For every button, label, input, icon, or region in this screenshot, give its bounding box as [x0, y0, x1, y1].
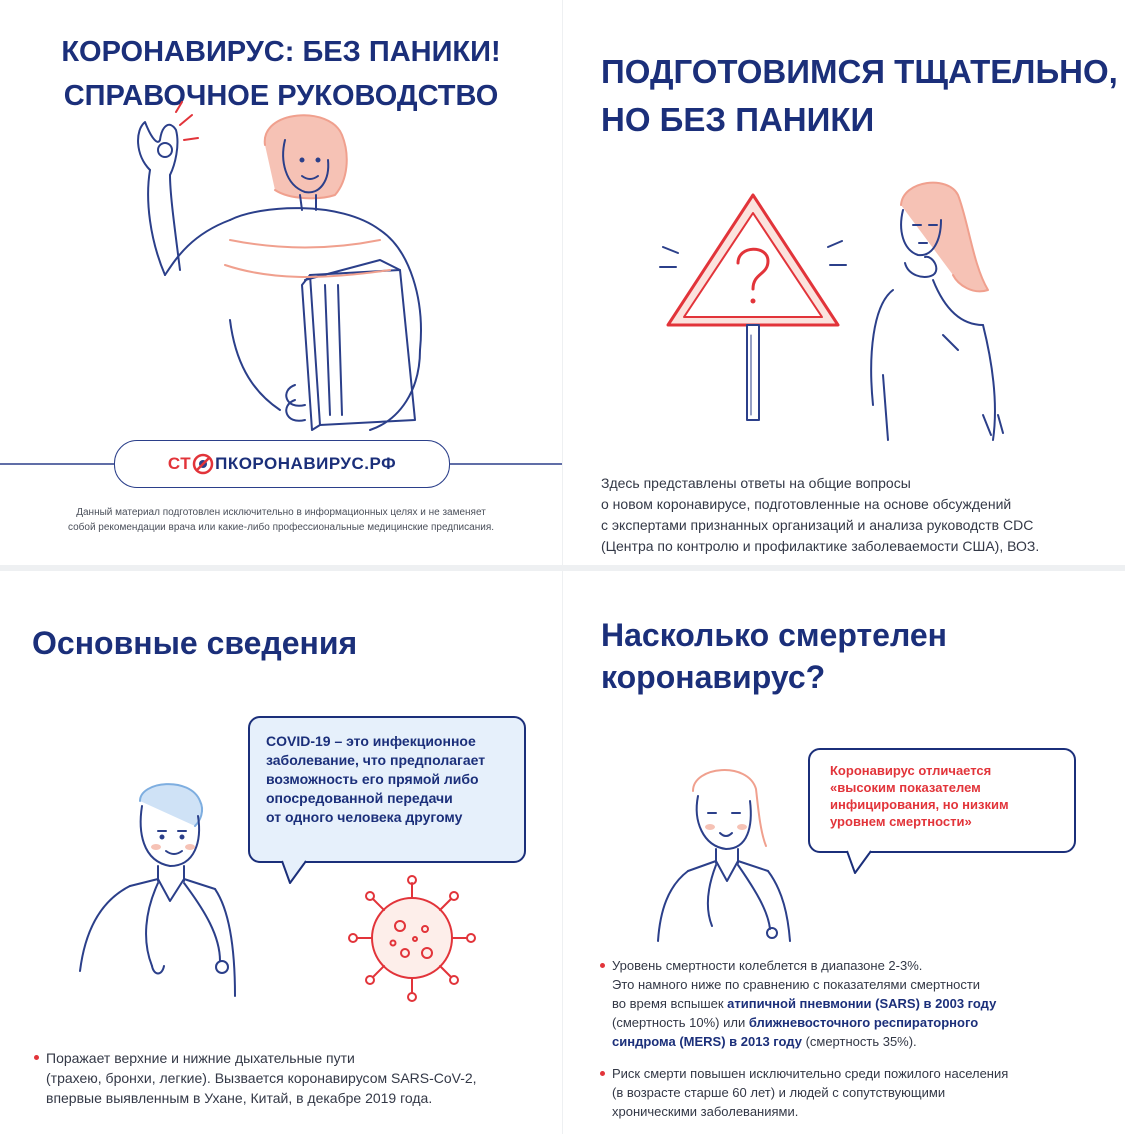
bullet-item	[598, 1064, 1118, 1121]
bubble-line: «высоким показателем	[830, 780, 981, 795]
paragraph-line: о новом коронавирусе, подготовленные на основе обсуждений	[601, 496, 1012, 512]
bubble-line: заболевание, что предполагает	[266, 752, 486, 768]
bullet-line	[612, 1032, 1118, 1051]
panel-prepare-title	[601, 48, 1118, 144]
bubble-line: возможность его прямой либо	[266, 771, 479, 787]
bullet-line: (в возрасте старше 60 лет) и людей с сопутствующими	[612, 1085, 946, 1100]
bullet-line	[612, 994, 1118, 1013]
bubble-line: уровнем смертности»	[830, 814, 972, 829]
bubble-line: опосредованной передачи	[266, 790, 453, 806]
line-bold-text: ближневосточного респираторного	[748, 1015, 979, 1030]
panel-basics	[0, 571, 562, 1134]
basics-bullet	[32, 1048, 552, 1108]
disclaimer-line: собой рекомендации врача или какие-либо профессиональные медицинские предписания.	[67, 522, 495, 533]
panel-mortality	[563, 571, 1125, 1134]
paragraph-line: (Центра по контролю и профилактике заболеваемости США), ВОЗ.	[601, 538, 1040, 554]
bullet-line: хроническими заболеваниями.	[612, 1104, 799, 1119]
panel-mortality-title	[601, 614, 947, 698]
panel-basics-title: Основные сведения	[32, 625, 358, 661]
panel-prepare	[563, 0, 1125, 565]
male-doctor-illustration	[70, 771, 240, 1011]
bullet-line: (трахею, бронхи, легкие). Вызвается коронавирусом SARS-CoV-2,	[46, 1070, 477, 1086]
line-text: (смертность 10%) или	[612, 1015, 749, 1030]
bubble-line: инфицирования, но низким	[830, 797, 1009, 812]
bullet-line: Уровень смертности колеблется в диапазоне 2-3%.	[612, 958, 923, 973]
warning-sign-question-icon	[658, 185, 848, 425]
line-text: во время вспышек	[612, 996, 728, 1011]
line-text: (смертность 35%).	[801, 1034, 917, 1049]
panel-intro	[0, 0, 562, 565]
virus-illustration	[345, 871, 480, 1006]
mortality-bullets	[598, 956, 1118, 1121]
stopkoronavirus-logo	[114, 440, 450, 488]
bullet-line	[612, 1013, 1118, 1032]
bullet-line: Поражает верхние и нижние дыхательные пути	[46, 1050, 355, 1066]
title-line: ПОДГОТОВИМСЯ ТЩАТЕЛЬНО,	[601, 53, 1118, 90]
bullet-line: Риск смерти повышен исключительно среди пожилого населения	[612, 1066, 1009, 1081]
woman-with-book-illustration	[80, 100, 480, 440]
thinking-woman-illustration	[863, 175, 1013, 445]
bubble-line: от одного человека другому	[266, 809, 463, 825]
line-bold-text: синдрома (MERS) в 2013 году	[612, 1034, 802, 1049]
title-line: СПРАВОЧНОЕ РУКОВОДСТВО	[63, 80, 499, 112]
bullet-line: Это намного ниже по сравнению с показателями смертности	[612, 977, 981, 992]
logo-text-part: СТ	[167, 454, 192, 473]
virus-stop-icon	[192, 453, 214, 475]
bullet-line: впервые выявленным в Ухане, Китай, в декабре 2019 года.	[46, 1090, 433, 1106]
disclaimer-line: Данный материал подготовлен исключительно в информационных целях и не заменяет	[76, 507, 486, 518]
title-line: КОРОНАВИРУС: БЕЗ ПАНИКИ!	[61, 36, 501, 68]
bubble-tail-icon	[845, 849, 875, 875]
speech-bubble-mortality-quote	[808, 748, 1076, 853]
logo-text-part: ПКОРОНАВИРУС.РФ	[215, 454, 397, 473]
bullet-item	[32, 1048, 552, 1108]
paragraph-line: с экспертами признанных организаций и анализа руководств CDC	[601, 517, 1034, 533]
paragraph-line: Здесь представлены ответы на общие вопросы	[601, 475, 911, 491]
female-doctor-illustration	[648, 761, 798, 946]
disclaimer	[0, 505, 562, 535]
intro-paragraph	[601, 473, 1039, 557]
line-bold-text: атипичной пневмонии (SARS) в 2003 году	[727, 996, 997, 1011]
bullet-item	[598, 956, 1118, 1051]
title-line: коронавирус?	[601, 659, 826, 695]
title-line: Насколько смертелен	[601, 617, 947, 653]
bubble-tail-icon	[280, 859, 310, 885]
bubble-line: Коронавирус отличается	[830, 763, 992, 778]
title-line: НО БЕЗ ПАНИКИ	[601, 101, 875, 138]
bubble-line: COVID-19 – это инфекционное	[266, 733, 476, 749]
speech-bubble-covid-definition	[248, 716, 526, 863]
